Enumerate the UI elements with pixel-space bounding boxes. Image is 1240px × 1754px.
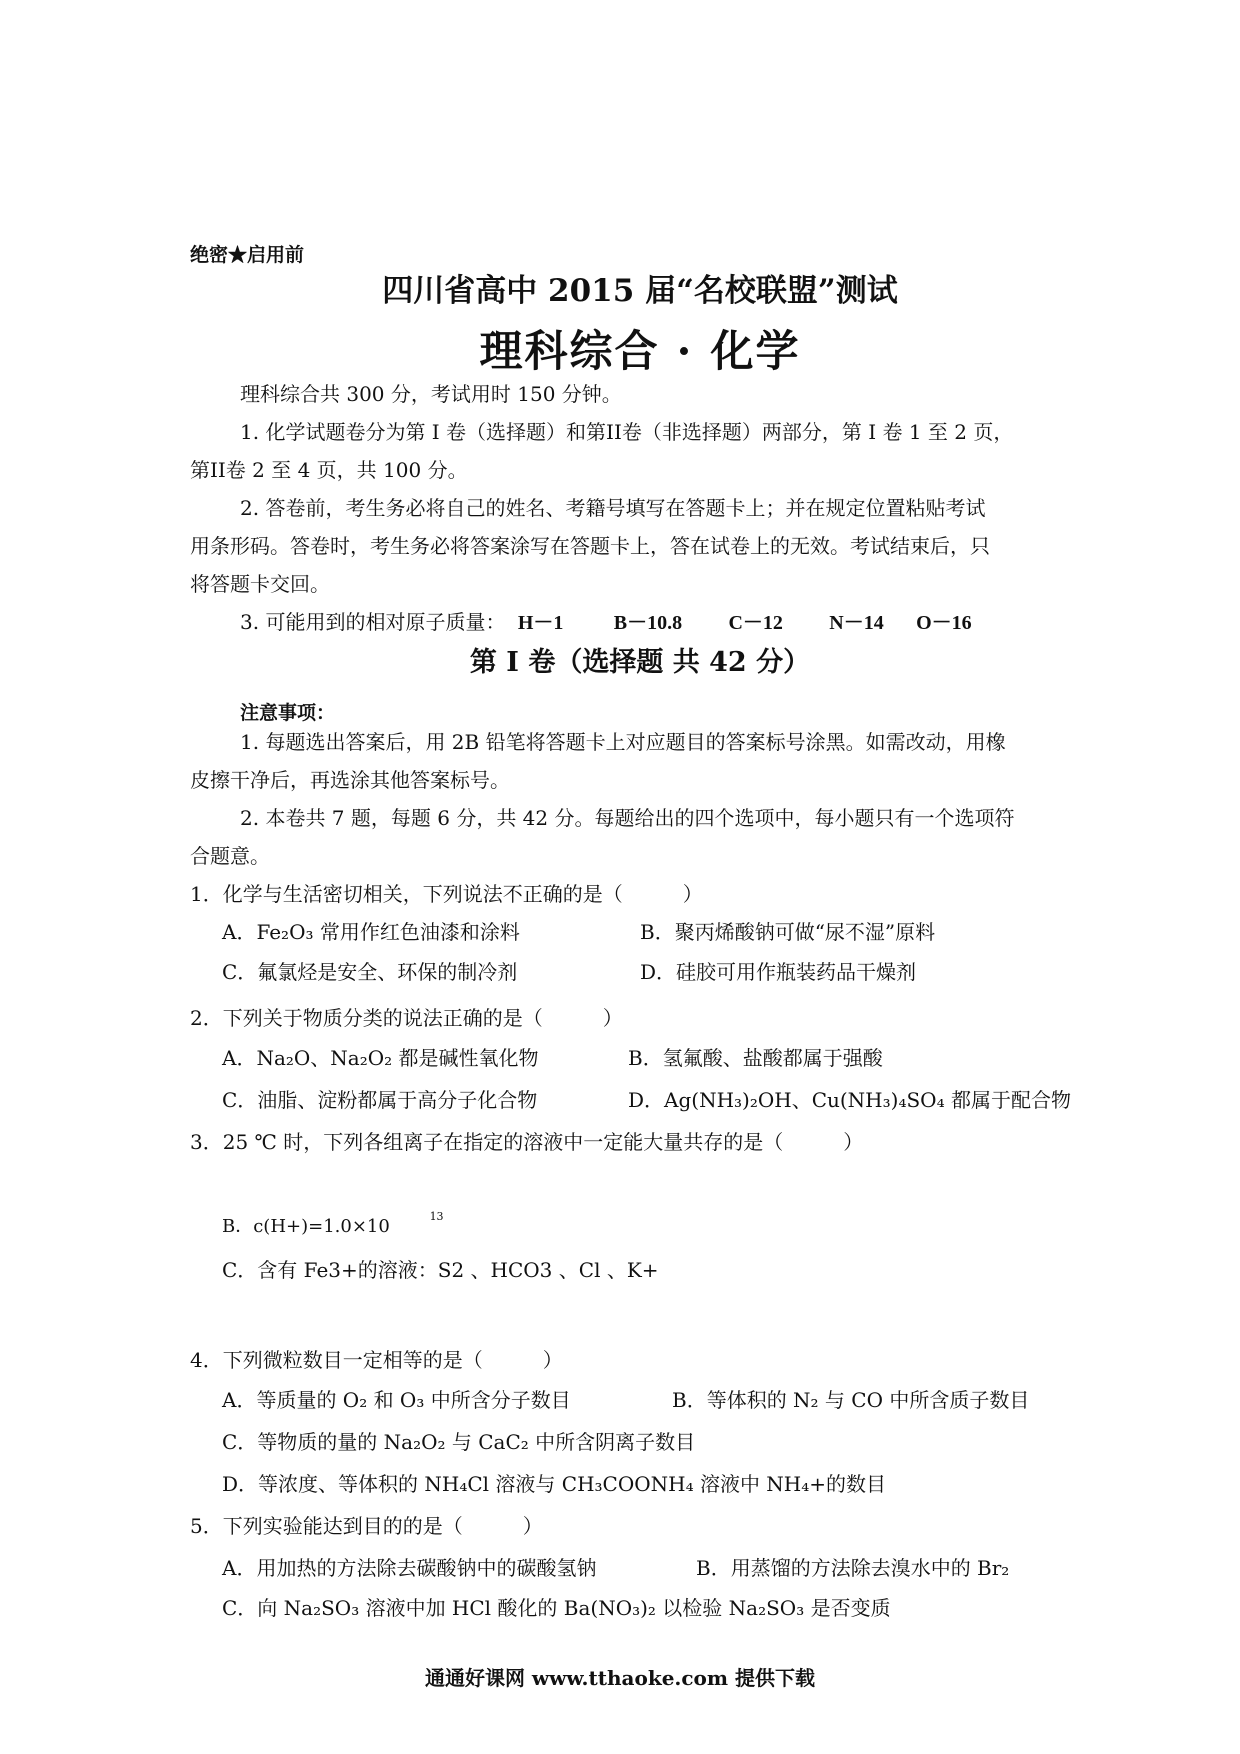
footer-watermark: 通通好课网 www.tthaoke.com 提供下载 <box>424 1666 816 1690</box>
intro-item2: 2. 答卷前，考生务必将自己的姓名、考籍号填写在答题卡上；并在规定位置粘贴考试 <box>240 496 986 520</box>
exam-title: 四川省高中 2015 届“名校联盟”测试 <box>382 273 898 309</box>
intro-item2-cont1: 用条形码。答卷时，考生务必将答案涂写在答题卡上，答在试卷上的无效。考试结束后，只 <box>190 534 990 558</box>
atomic-mass-c: C－12 <box>728 612 783 634</box>
section-title: 第 Ⅰ 卷（选择题 共 42 分） <box>469 647 811 678</box>
notice-item1: 1. 每题选出答案后，用 2B 铅笔将答题卡上对应题目的答案标号涂黑。如需改动，用橡 <box>240 730 1006 754</box>
atomic-mass-label: 3. 可能用到的相对原子质量： <box>240 610 506 634</box>
question-3-option-b-text: B．c(H+)=1.0×10 <box>222 1216 390 1237</box>
question-2-option-d: D．Ag(NH₃)₂OH、Cu(NH₃)₄SO₄ 都属于配合物 <box>628 1088 1071 1112</box>
question-2-option-b: B．氢氟酸、盐酸都属于强酸 <box>628 1046 883 1070</box>
intro-line: 理科综合共 300 分，考试用时 150 分钟。 <box>240 382 622 406</box>
question-5-option-c: C．向 Na₂SO₃ 溶液中加 HCl 酸化的 Ba(NO₃)₂ 以检验 Na₂SO₃ 是否变质 <box>222 1596 891 1620</box>
question-2-option-c: C．油脂、淀粉都属于高分子化合物 <box>222 1088 538 1112</box>
question-3-stem: 3．25 ℃ 时，下列各组离子在指定的溶液中一定能大量共存的是（ ） <box>190 1130 864 1154</box>
notice-item2-cont: 合题意。 <box>190 844 270 868</box>
question-3-option-b <box>222 1210 444 1237</box>
intro-item1: 1. 化学试题卷分为第 I 卷（选择题）和第II卷（非选择题）两部分，第 I 卷 1 至 2 页， <box>240 420 1014 444</box>
question-3-option-c: C．含有 Fe3+的溶液：S2 、HCO3 、Cl 、K+ <box>222 1258 659 1282</box>
question-5-option-a: A．用加热的方法除去碳酸钠中的碳酸氢钠 <box>222 1556 597 1580</box>
question-3-option-b-exponent: 13 <box>429 1210 444 1223</box>
question-2-option-a: A．Na₂O、Na₂O₂ 都是碱性氧化物 <box>222 1046 539 1070</box>
intro-item1-cont: 第II卷 2 至 4 页，共 100 分。 <box>190 458 468 482</box>
question-5-stem: 5．下列实验能达到目的的是（ ） <box>190 1514 543 1538</box>
intro-item2-cont2: 将答题卡交回。 <box>190 572 330 596</box>
question-4-stem: 4．下列微粒数目一定相等的是（ ） <box>190 1348 563 1372</box>
question-1-option-d: D．硅胶可用作瓶装药品干燥剂 <box>640 960 917 984</box>
atomic-mass-h: H－1 <box>517 612 564 634</box>
secret-label: 绝密★启用前 <box>190 244 305 266</box>
question-2-stem: 2．下列关于物质分类的说法正确的是（ ） <box>190 1006 623 1030</box>
question-1-stem: 1．化学与生活密切相关，下列说法不正确的是（ ） <box>190 882 703 906</box>
question-1-option-a: A．Fe₂O₃ 常用作红色油漆和涂料 <box>222 920 520 944</box>
atomic-mass-n: N－14 <box>829 612 884 634</box>
atomic-mass-b: B－10.8 <box>613 612 683 634</box>
atomic-mass-line <box>240 612 972 633</box>
question-1-option-c: C．氟氯烃是安全、环保的制冷剂 <box>222 960 518 984</box>
notice-item2: 2. 本卷共 7 题，每题 6 分，共 42 分。每题给出的四个选项中，每小题只有一个选项符 <box>240 806 1015 830</box>
question-4-option-a: A．等质量的 O₂ 和 O₃ 中所含分子数目 <box>222 1388 571 1412</box>
question-4-option-d: D．等浓度、等体积的 NH₄Cl 溶液与 CH₃COONH₄ 溶液中 NH₄+的数目 <box>222 1472 887 1496</box>
notice-item1-cont: 皮擦干净后，再选涂其他答案标号。 <box>190 768 510 792</box>
notice-title: 注意事项： <box>240 702 336 724</box>
question-4-option-b: B．等体积的 N₂ 与 CO 中所含质子数目 <box>672 1388 1030 1412</box>
question-5-option-b: B．用蒸馏的方法除去溴水中的 Br₂ <box>696 1556 1010 1580</box>
atomic-mass-o: O－16 <box>916 612 972 634</box>
question-1-option-b: B．聚丙烯酸钠可做“尿不湿”原料 <box>640 920 936 944</box>
subject-title: 理科综合 · 化学 <box>479 327 801 377</box>
question-4-option-c: C．等物质的量的 Na₂O₂ 与 CaC₂ 中所含阴离子数目 <box>222 1430 696 1454</box>
